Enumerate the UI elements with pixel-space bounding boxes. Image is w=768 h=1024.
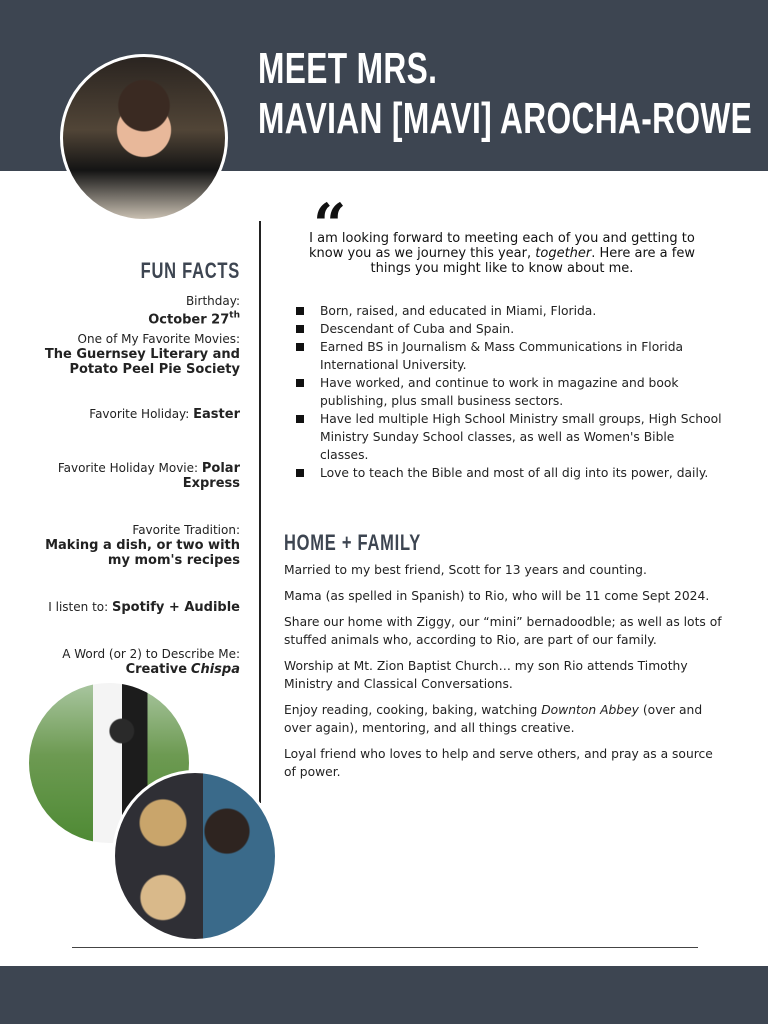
- fact-holiday-movie: [20, 461, 240, 491]
- family-paragraph: Loyal friend who loves to help and serve others, and pray as a source of power.: [284, 747, 713, 779]
- family-p5-italic: Downton Abbey: [541, 703, 639, 717]
- quote-mark-icon: “: [313, 191, 347, 259]
- footer-divider: [72, 947, 698, 948]
- list-item: Have worked, and continue to work in magazine and book publishing, plus small business sectors.: [296, 374, 726, 410]
- family-paragraph: Married to my best friend, Scott for 13 years and counting.: [284, 563, 647, 577]
- fact-holiday: [20, 407, 240, 422]
- holiday-label: Favorite Holiday:: [89, 407, 190, 421]
- list-item: Have led multiple High School Ministry small groups, High School Ministry Sunday School classes, as well as Women's Bible classes.: [296, 410, 726, 464]
- listen-label: I listen to:: [48, 600, 109, 614]
- family-photo: [112, 770, 278, 942]
- movie-value: The Guernsey Literary and Potato Peel Pie Society: [44, 347, 240, 377]
- fact-birthday: [20, 294, 240, 327]
- listen-value: Spotify + Audible: [111, 600, 240, 615]
- tradition-label: Favorite Tradition:: [132, 523, 240, 537]
- home-family-heading: HOME + FAMILY: [284, 530, 422, 555]
- fun-facts-heading: FUN FACTS: [140, 258, 240, 283]
- column-divider: [259, 221, 261, 803]
- birthday-suffix: th: [229, 311, 240, 321]
- title-line-2: MAVIAN [MAVI] AROCHA-ROWE: [258, 94, 753, 143]
- holiday-movie-label: Favorite Holiday Movie:: [57, 461, 199, 475]
- intro-quote: [300, 231, 704, 276]
- family-paragraph: Worship at Mt. Zion Baptist Church… my son Rio attends Timothy Ministry and Classical Conversations.: [284, 659, 688, 691]
- page-title: [258, 44, 752, 144]
- list-item: Love to teach the Bible and most of all dig into its power, daily.: [296, 464, 726, 482]
- fact-listen: [20, 600, 240, 615]
- fact-word: [20, 647, 240, 677]
- family-paragraph: [284, 701, 724, 737]
- holiday-movie-value: Polar Express: [182, 461, 240, 491]
- portrait-photo: [60, 54, 228, 222]
- list-item: Born, raised, and educated in Miami, Florida.: [296, 302, 726, 320]
- word-value-italic: Chispa: [190, 662, 240, 677]
- list-item: Descendant of Cuba and Spain.: [296, 320, 726, 338]
- footer-band: [0, 966, 768, 1024]
- family-paragraph: Mama (as spelled in Spanish) to Rio, who will be 11 come Sept 2024.: [284, 589, 710, 603]
- tradition-value: Making a dish, or two with my mom's recipes: [45, 538, 240, 568]
- holiday-value: Easter: [193, 407, 240, 422]
- birthday-label: Birthday:: [185, 294, 240, 308]
- family-p5-text-2: (over and over again), mentoring, and all things creative.: [284, 703, 703, 735]
- word-label: A Word (or 2) to Describe Me:: [62, 647, 240, 661]
- quote-text-2: . Here are a few things you might like to know about me.: [370, 246, 695, 276]
- word-value: Creative: [125, 662, 188, 677]
- fun-facts-column: [30, 258, 240, 677]
- about-list: [296, 302, 726, 482]
- fact-movie: [20, 332, 240, 377]
- home-family-section: [284, 561, 724, 789]
- family-p5-text-1: Enjoy reading, cooking, baking, watching: [284, 703, 538, 717]
- movie-label: One of My Favorite Movies:: [77, 332, 240, 346]
- family-paragraph: Share our home with Ziggy, our “mini” bernadoodble; as well as lots of stuffed animals who, according to Rio, are part of our family.: [284, 615, 722, 647]
- quote-text-italic: together: [535, 246, 592, 261]
- list-item: Earned BS in Journalism & Mass Communications in Florida International University.: [296, 338, 726, 374]
- fact-tradition: [20, 523, 240, 568]
- birthday-value: October 27: [148, 312, 230, 328]
- title-line-1: MEET MRS.: [258, 44, 438, 93]
- quote-text-1: I am looking forward to meeting each of you and getting to know you as we journey this year,: [309, 231, 695, 261]
